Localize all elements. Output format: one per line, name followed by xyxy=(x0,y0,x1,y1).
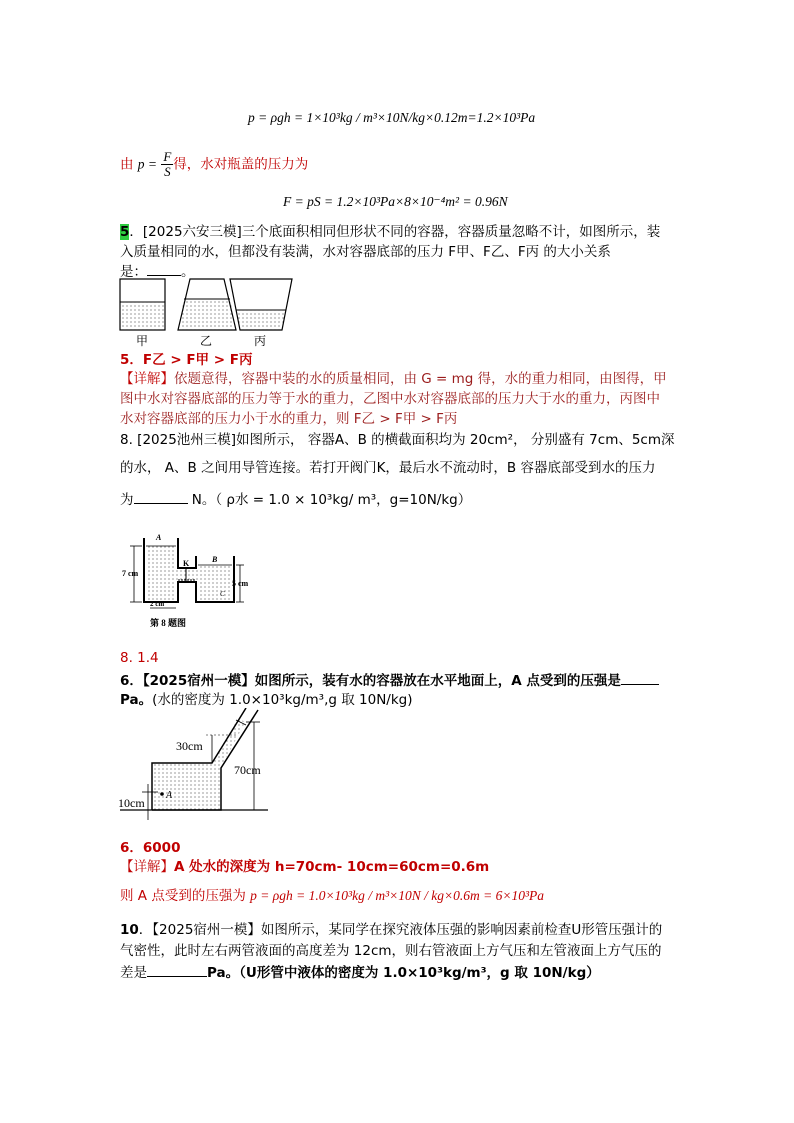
height-70cm: 70cm xyxy=(234,763,261,777)
q8-answer: 8. 1.4 xyxy=(120,650,159,666)
height-5cm: 5 cm xyxy=(232,579,249,588)
height-7cm: 7 cm xyxy=(122,569,139,578)
label-k: K xyxy=(183,559,190,568)
q8-line3 xyxy=(120,489,471,510)
detail-text2: 则 A 点受到的压强为 xyxy=(120,888,246,904)
q10-line3 xyxy=(120,962,600,983)
q10-line2: 气密性，此时左右两管液面的高度差为 12cm，则右管液面上方气压和左管液面上方气压的 xyxy=(120,943,662,959)
label-point-a: A xyxy=(166,790,173,801)
fraction-numerator: F xyxy=(163,149,172,164)
q8-text3-post: N。（ ρ水 = 1.0 × 10³kg/ m³，g=10N/kg） xyxy=(187,492,472,508)
pressure-formula: p = ρgh = 1×10³kg / m³×10N/kg×0.12m=1.2×10³Pa xyxy=(248,110,536,125)
detail-tag: 【详解】 xyxy=(120,371,174,387)
q5-text3: 是： xyxy=(120,264,147,280)
q8-line2: 的水， A、B 之间用导管连接。若打开阀门K，最后水不流动时，B 容器底部受到水的压力 xyxy=(120,460,656,476)
answer-blank[interactable] xyxy=(621,670,659,685)
q5-number: 5 xyxy=(120,224,130,240)
width-2cm: 2 cm xyxy=(150,600,165,608)
q6-line1 xyxy=(120,670,659,691)
q5-text1: ．[2025六安三模]三个底面积相同但形状不同的容器，容器质量忽略不计，如图所示，装 xyxy=(129,224,661,240)
q5-detail2: 图中水对容器底部的压力等于水的重力，乙图中水对容器底部的压力大于水的重力，丙图中 xyxy=(120,391,660,407)
label-jia: 甲 xyxy=(136,334,149,348)
q10-text1: ．【2025宿州一模】如图所示，某同学在探究液体压强的影响因素前检查U形管压强计的 xyxy=(138,922,663,938)
q6-answer: 6．6000 xyxy=(120,840,181,856)
q8-line1: 8. [2025池州三模]如图所示， 容器A、B 的横截面积均为 20cm²， 分别盛有 7cm、5cm深 xyxy=(120,432,675,448)
q10-number: 10 xyxy=(120,922,139,938)
fraction-f-over-s xyxy=(161,150,173,179)
label-a: A xyxy=(156,533,162,542)
q10-text3-pre: 差是 xyxy=(120,965,147,981)
detail-formula: p = ρgh = 1.0×10³kg / m³×10N / kg×0.6m = 6×10³Pa xyxy=(250,888,545,903)
q6-detail2 xyxy=(120,886,544,906)
prefix-text: 由 xyxy=(120,156,134,173)
q5-detail3: 水对容器底部的压力小于水的重力，则 F乙 > F甲 > F丙 xyxy=(120,411,458,427)
water-yi xyxy=(178,299,236,330)
label-bing: 丙 xyxy=(254,334,267,348)
force-formula: F = pS = 1.2×10³Pa×8×10⁻⁴m² = 0.96N xyxy=(283,194,508,209)
q6-unit: Pa。 xyxy=(120,692,153,708)
q6-line2 xyxy=(120,690,413,710)
q5-detail1 xyxy=(120,369,667,389)
answer-blank[interactable] xyxy=(134,489,188,504)
label-c: C xyxy=(220,590,225,598)
water-jia xyxy=(120,302,165,330)
point-a-dot xyxy=(160,792,164,796)
q5-line2: 入质量相同的水，但都没有装满，水对容器底部的压力 F甲、F乙、F丙 的大小关系 xyxy=(120,244,611,260)
suffix-text: 得，水对瓶盖的压力为 xyxy=(173,156,309,173)
label-yi: 乙 xyxy=(200,334,213,348)
slanted-container-figure xyxy=(118,708,278,828)
q5-text3-end: 。 xyxy=(181,264,195,280)
q6-detail1 xyxy=(120,857,489,877)
water-bing xyxy=(236,310,286,330)
q6-text1: 6．【2025宿州一模】如图所示，装有水的容器放在水平地面上，A 点受到的压强是 xyxy=(120,673,621,689)
lhs-text: p = xyxy=(137,156,158,172)
detail-tag: 【详解】 xyxy=(120,859,174,875)
answer-blank[interactable] xyxy=(147,962,207,977)
fraction-denominator: S xyxy=(164,164,171,179)
label-b: B xyxy=(212,555,218,564)
q5-answer: 5．F乙 > F甲 > F丙 xyxy=(120,352,253,368)
answer-blank[interactable] xyxy=(147,261,181,276)
figure-caption: 第 8 题图 xyxy=(150,618,187,628)
q10-line1 xyxy=(120,920,662,940)
length-30cm: 30cm xyxy=(176,739,203,753)
derive-force-line xyxy=(120,150,308,179)
three-containers-figure xyxy=(118,277,308,349)
height-10cm: 10cm xyxy=(118,796,145,810)
q6-text2: (水的密度为 1.0×10³kg/m³,g 取 10N/kg) xyxy=(152,692,413,708)
connected-containers-figure xyxy=(120,530,250,632)
detail-text1: A 处水的深度为 h=70cm- 10cm=60cm=0.6m xyxy=(174,859,490,875)
q8-text3-pre: 为 xyxy=(120,492,134,508)
q5-line1 xyxy=(120,222,660,242)
detail-text1: 依题意得，容器中装的水的质量相同，由 G = mg 得，水的重力相同，由图得，甲 xyxy=(174,371,667,387)
q10-text3-post: Pa。（U形管中液体的密度为 1.0×10³kg/m³，g 取 10N/kg） xyxy=(207,965,600,981)
